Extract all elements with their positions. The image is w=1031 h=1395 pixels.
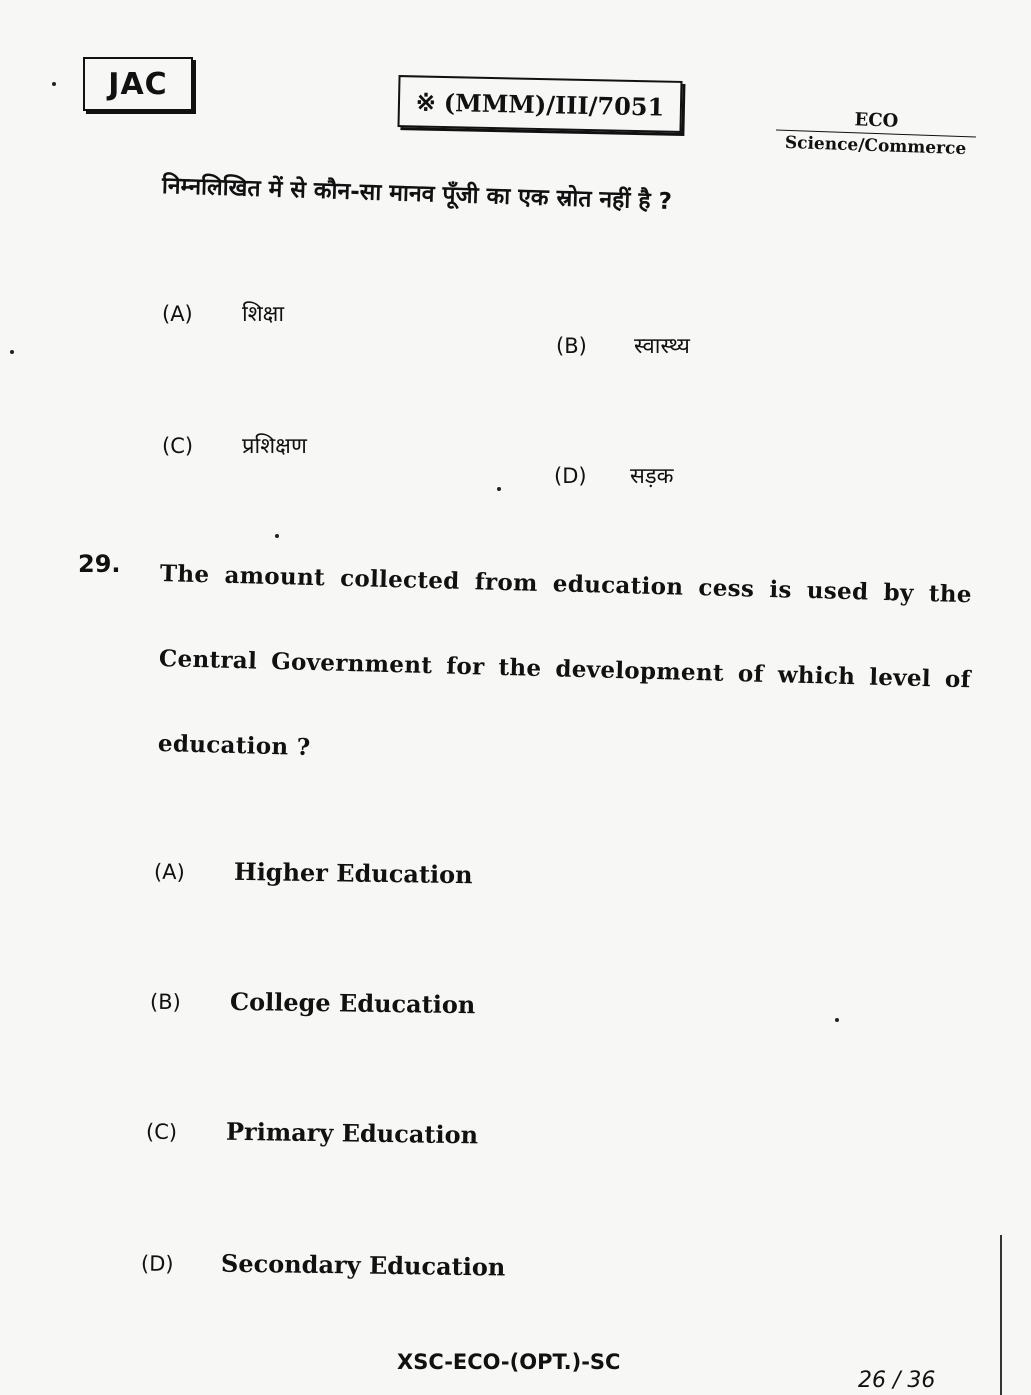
scan-speck: [52, 82, 56, 86]
option-letter: (C): [145, 1119, 178, 1145]
q29-option-c: [146, 1116, 478, 1150]
q29-number: 29.: [78, 550, 121, 578]
option-text: शिक्षा: [242, 302, 285, 327]
scan-speck: [835, 1018, 839, 1022]
footer-paper-code: XSC-ECO-(OPT.)-SC: [397, 1350, 621, 1374]
option-letter: (B): [556, 334, 587, 358]
q28-option-a: [162, 298, 284, 328]
option-letter: (D): [140, 1251, 174, 1276]
paper-code: (MMM)/III/7051: [443, 87, 665, 122]
q28-option-c: [162, 430, 307, 460]
option-text: Secondary Education: [220, 1248, 506, 1282]
option-text: Primary Education: [225, 1116, 479, 1150]
scan-speck: [497, 487, 501, 491]
page-number: 26 / 36: [858, 1368, 936, 1393]
q29-option-a: [154, 856, 473, 889]
option-text: स्वास्थ्य: [634, 334, 690, 359]
board-label: [83, 57, 193, 111]
q29-line-1: The amount collected from education cess is used by the: [159, 560, 973, 609]
option-letter: (B): [149, 989, 181, 1015]
q28-question: निम्नलिखित में से कौन-सा मानव पूँजी का एक स्रोत नहीं है ?: [161, 173, 673, 216]
q29-line-3: education ?: [157, 730, 311, 761]
option-letter: (A): [162, 302, 193, 326]
q28-option-d: [554, 460, 674, 490]
q29-option-b: [150, 986, 476, 1020]
scan-speck: [10, 350, 14, 354]
option-text: College Education: [229, 986, 476, 1020]
q28-option-b: [556, 330, 690, 360]
q29-option-d: [141, 1247, 506, 1281]
paper-code-box: [397, 75, 682, 133]
subject-name: ECO: [776, 107, 977, 138]
page-edge-line: [1000, 1235, 1002, 1395]
option-text: सड़क: [630, 464, 674, 489]
q29-line-2: Central Government for the development of which level of: [158, 645, 972, 694]
board-text: JAC: [108, 66, 168, 102]
subject-label: [775, 107, 976, 160]
option-letter: (A): [153, 859, 185, 885]
option-letter: (C): [162, 434, 194, 458]
scan-speck: [275, 534, 279, 538]
option-text: प्रशिक्षण: [242, 434, 307, 459]
asterism-icon: ※: [415, 86, 437, 117]
subject-stream: Science/Commerce: [784, 132, 967, 160]
option-letter: (D): [554, 464, 587, 488]
option-text: Higher Education: [233, 856, 473, 890]
